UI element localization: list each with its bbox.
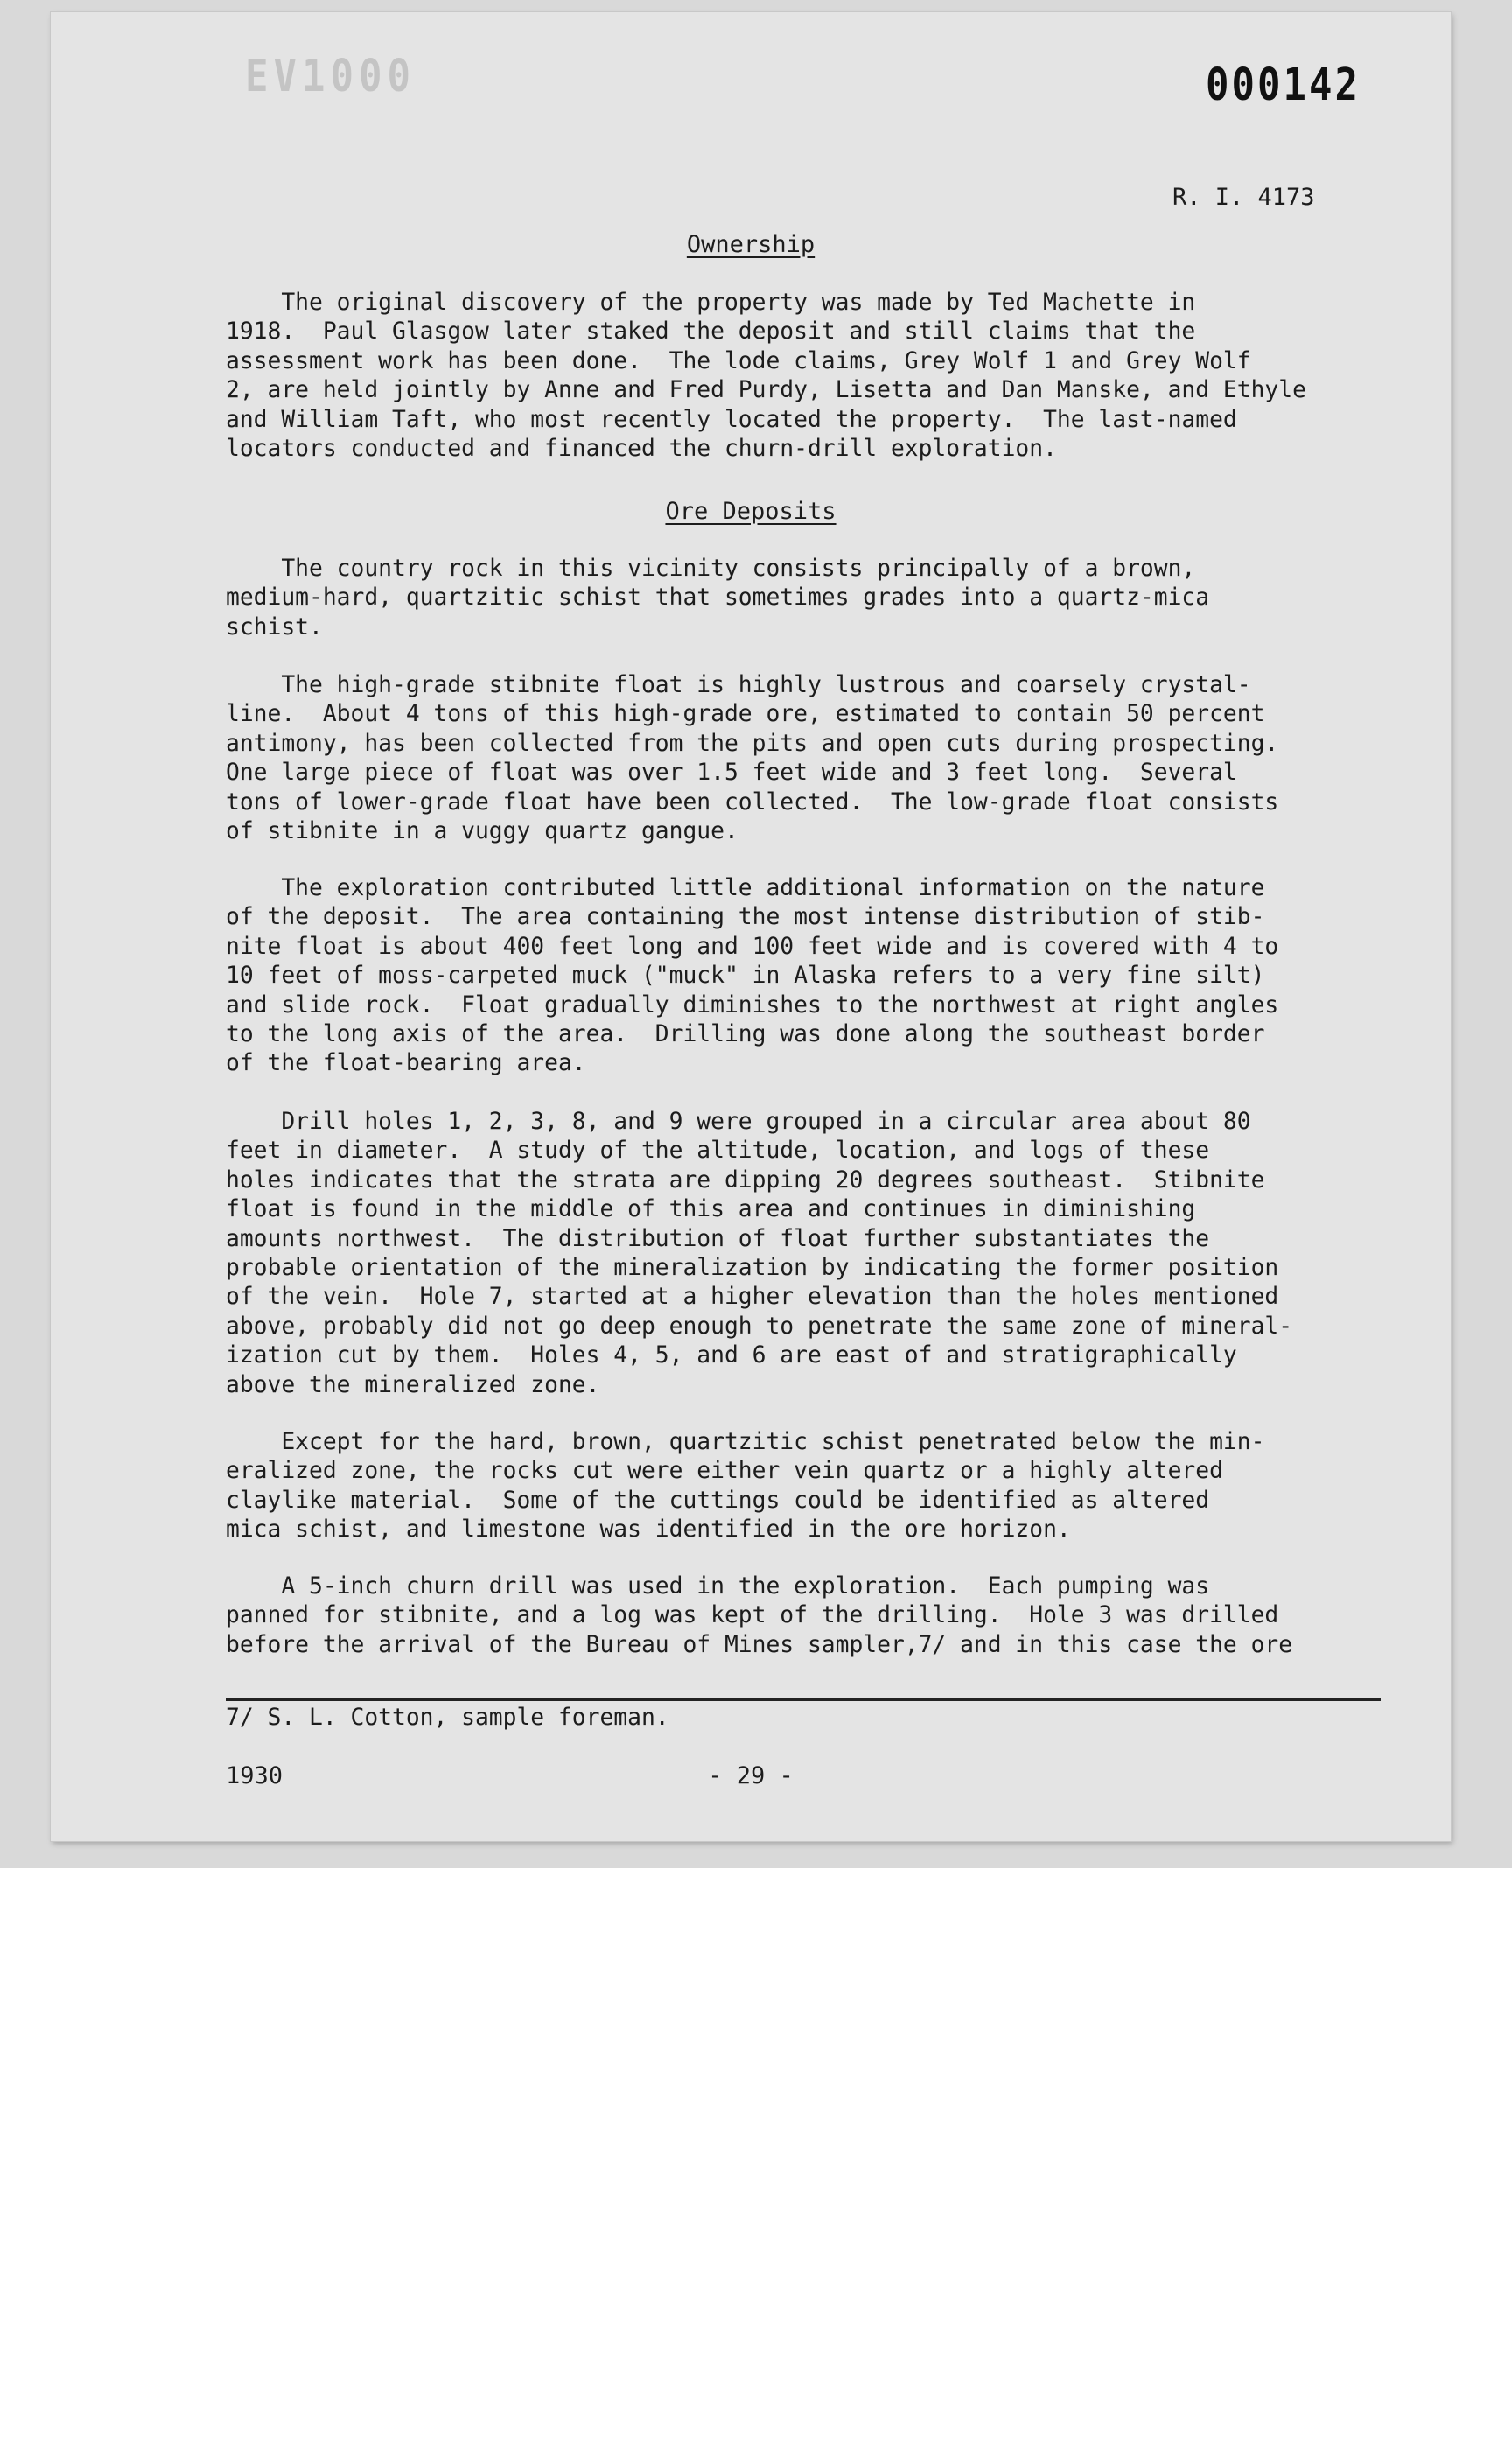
report-id: R. I. 4173	[1172, 184, 1315, 211]
ore-paragraph-churn-drill: A 5-inch churn drill was used in the exploration. Each pumping was panned for stibnite, and a log was kept of the drilling. Hole 3 was drilled before the arrival of the Bureau of Mines sampler,7/ and in this case the ore	[226, 1573, 1293, 1658]
footnote-divider	[226, 1698, 1381, 1701]
page-number: - 29 -	[708, 1762, 794, 1789]
ore-paragraph-rocks-cut: Except for the hard, brown, quartzitic schist penetrated below the min- eralized zone, the rocks cut were either vein quartz or a highly altered claylike material. Some of the cuttings could be identified as altered mica schist, and limestone was identified in the ore horizon.	[226, 1429, 1265, 1544]
document-number: 000142	[1206, 60, 1361, 111]
ore-deposits-heading	[51, 498, 1451, 525]
ore-paragraph-drill-holes: Drill holes 1, 2, 3, 8, and 9 were grouped in a circular area about 80 feet in diameter. A study of the altitude, location, and logs of these holes indicates that the strata are dipping 20 degrees southeast. Stibnite float is found in the middle of this area and continues in diminishing amounts northwest. The distribution of float further substantiates the probable orientation of the mineralization by indicating the former position of the vein. Hole 7, started at a higher elevation than the holes mentioned above, probably did not go deep enough to penetrate the same zone of mineral- ization cut by them. Holes 4, 5, and 6 are east of and stratigraphically above the mineralized zone.	[226, 1109, 1293, 1398]
footnote: 7/ S. L. Cotton, sample foreman.	[226, 1704, 669, 1731]
ore-paragraph-high-grade-float: The high-grade stibnite float is highly lustrous and coarsely crystal- line. About 4 tons of this high-grade ore, estimated to contain 50 percent antimony, has been collected from the pits and open cuts during prospecting. One large piece of float was over 1.5 feet wide and 3 feet long. Several tons of lower-grade float have been collected. The low-grade float consists of stibnite in a vuggy quartz gangue.	[226, 672, 1279, 845]
faded-stamp-number: EV1000	[245, 51, 416, 102]
ownership-heading	[51, 231, 1451, 258]
document-page	[51, 12, 1451, 1841]
ore-paragraph-country-rock: The country rock in this vicinity consists principally of a brown, medium-hard, quartzitic schist that sometimes grades into a quartz-mica schist.	[226, 556, 1210, 640]
ownership-heading-text: Ownership	[686, 231, 816, 258]
ore-deposits-heading-text: Ore Deposits	[665, 498, 836, 525]
document-year: 1930	[226, 1762, 284, 1789]
ore-paragraph-exploration: The exploration contributed little additional information on the nature of the deposit. The area containing the most intense distribution of stib- nite float is about 400 feet long and 100 feet wide and is covered with 4 to 10 feet of moss-carpeted muck ("muck" in Alaska refers to a very fine silt) and slide rock. Float gradually diminishes to the northwest at right angles to the long axis of the area. Drilling was done along the southeast border of the float-bearing area.	[226, 875, 1279, 1077]
ownership-paragraph: The original discovery of the property was made by Ted Machette in 1918. Paul Glasgow later staked the deposit and still claims that the assessment work has been done. The lode claims, Grey Wolf 1 and Grey Wolf 2, are held jointly by Anne and Fred Purdy, Lisetta and Dan Manske, and Ethyle and William Taft, who most recently located the property. The last-named locators conducted and financed the churn-drill exploration.	[226, 290, 1306, 463]
